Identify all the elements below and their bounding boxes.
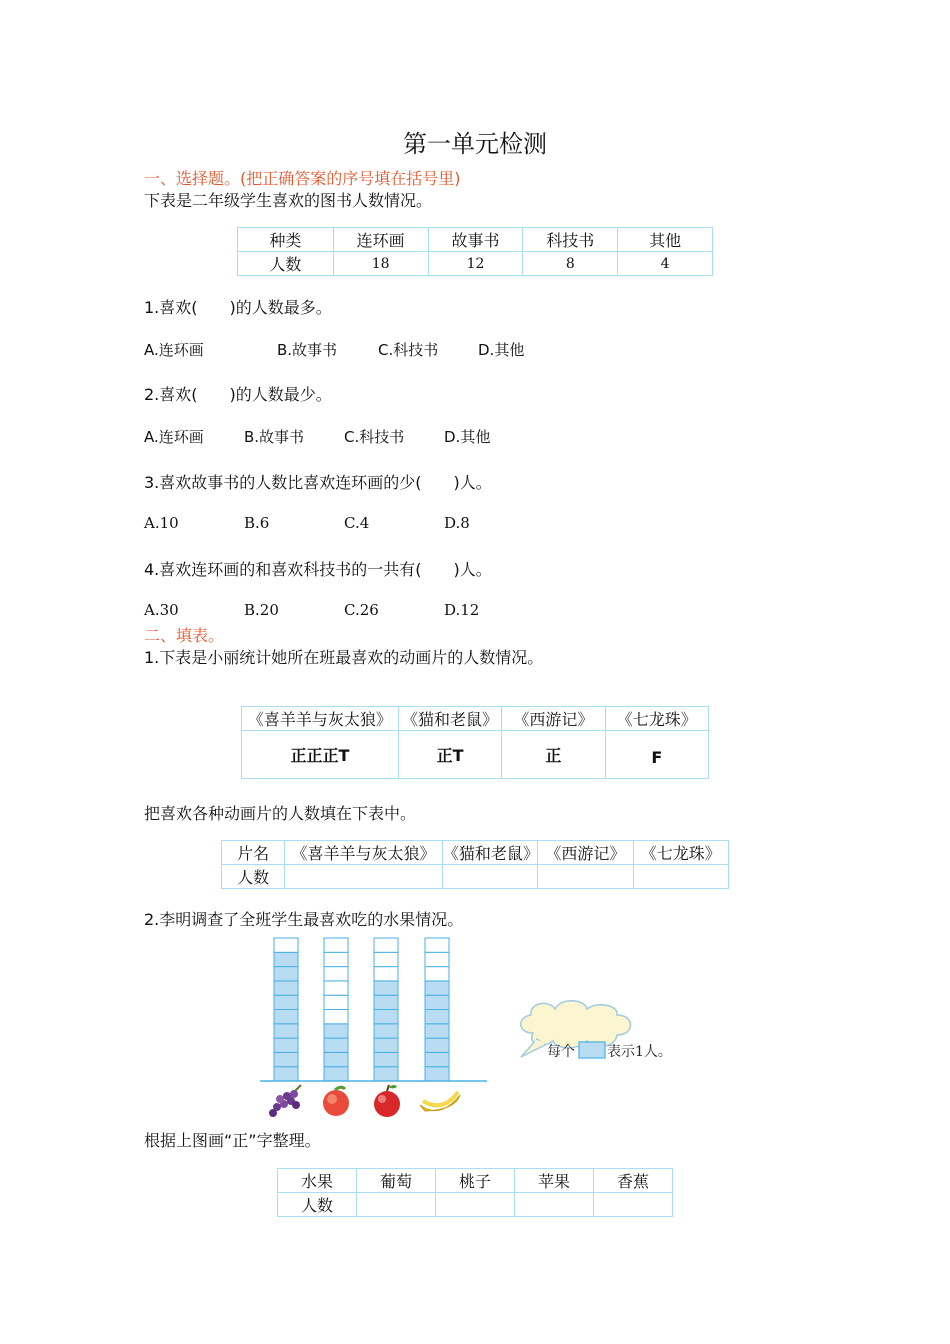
bar-cell-apple-5 [374,1010,398,1024]
bar-cell-banana-9 [425,952,449,966]
bar-cell-grape-7 [274,981,298,995]
book-table [237,227,713,276]
bar-cell-grape-10 [274,938,298,952]
bar-cell-banana-2 [425,1052,449,1066]
bar-cell-grape-9 [274,952,298,966]
question-2: 2.喜欢( )的人数最少。 [144,385,332,404]
peach-icon [323,1087,349,1116]
fruit-fill-table [277,1168,673,1217]
bar-cell-grape-2 [274,1052,298,1066]
fruit-fill-blank-2[interactable] [436,1193,515,1217]
bar-cell-banana-6 [425,995,449,1009]
bar-cell-apple-2 [374,1052,398,1066]
legend-unit-cell [579,1042,605,1058]
q2-option-c[interactable]: C.科技书 [344,428,405,446]
book-header-3: 科技书 [523,228,618,252]
bar-cell-banana-8 [425,967,449,981]
section2-q1-stem: 1.下表是小丽统计她所在班最喜欢的动画片的人数情况。 [144,648,544,667]
tally-header-3: 《七龙珠》 [605,707,708,731]
section2-q2-instruction: 根据上图画“正”字整理。 [144,1131,321,1150]
bar-cell-apple-8 [374,967,398,981]
q1-option-b[interactable]: B.故事书 [277,341,338,359]
cartoon-fill-header-3: 《西游记》 [538,841,633,865]
cartoon-fill-header-4: 《七龙珠》 [633,841,728,865]
q3-option-b[interactable]: B.6 [244,514,270,532]
question-1: 1.喜欢( )的人数最多。 [144,298,332,317]
book-cell-4: 4 [618,252,713,276]
bar-cell-banana-5 [425,1010,449,1024]
book-row-label: 人数 [238,252,334,276]
bar-cell-banana-3 [425,1038,449,1052]
bar-cell-peach-3 [324,1038,348,1052]
bar-cell-peach-2 [324,1052,348,1066]
fruit-fill-blank-1[interactable] [357,1193,436,1217]
page-title: 第一单元检测 [403,130,547,158]
fruit-pictograph [255,935,695,1120]
book-header-4: 其他 [618,228,713,252]
book-header-0: 种类 [238,228,334,252]
bar-cell-apple-3 [374,1038,398,1052]
q4-option-a[interactable]: A.30 [144,601,179,619]
book-header-1: 连环画 [333,228,428,252]
bar-cell-grape-5 [274,1010,298,1024]
section2-q2-stem: 2.李明调查了全班学生最喜欢吃的水果情况。 [144,910,464,929]
q1-option-c[interactable]: C.科技书 [378,341,439,359]
q1-option-d[interactable]: D.其他 [478,341,525,359]
bar-cell-peach-4 [324,1024,348,1038]
cartoon-fill-blank-2[interactable] [442,865,537,889]
book-header-2: 故事书 [428,228,523,252]
question-4: 4.喜欢连环画的和喜欢科技书的一共有( )人。 [144,560,492,579]
bar-cell-grape-4 [274,1024,298,1038]
legend-cloud [521,1001,672,1060]
bar-cell-peach-9 [324,952,348,966]
bar-cell-apple-10 [374,938,398,952]
tally-mark-0: 正正正T [242,731,399,779]
q3-option-d[interactable]: D.8 [444,514,470,532]
fruit-fill-header-0: 水果 [278,1169,357,1193]
q2-option-b[interactable]: B.故事书 [244,428,305,446]
question-3: 3.喜欢故事书的人数比喜欢连环画的少( )人。 [144,473,492,492]
fruit-fill-header-3: 苹果 [515,1169,594,1193]
book-cell-3: 8 [523,252,618,276]
tally-header-0: 《喜羊羊与灰太狼》 [242,707,399,731]
legend-suffix: 表示1人。 [607,1044,672,1060]
tally-mark-1: 正T [398,731,501,779]
bar-cell-grape-8 [274,967,298,981]
cartoon-fill-blank-1[interactable] [285,865,443,889]
bar-cell-peach-8 [324,967,348,981]
bar-cell-peach-5 [324,1010,348,1024]
cartoon-fill-header-2: 《猫和老鼠》 [442,841,537,865]
q3-option-a[interactable]: A.10 [144,514,179,532]
q3-option-c[interactable]: C.4 [344,514,370,532]
cartoon-fill-table [221,840,729,889]
bar-cell-apple-4 [374,1024,398,1038]
section2-q1-instruction: 把喜欢各种动画片的人数填在下表中。 [144,804,417,823]
bar-cell-grape-6 [274,995,298,1009]
tally-mark-3: F [605,731,708,779]
fruit-fill-blank-3[interactable] [515,1193,594,1217]
tally-header-2: 《西游记》 [502,707,605,731]
q4-option-d[interactable]: D.12 [444,601,480,619]
bar-cell-grape-3 [274,1038,298,1052]
bar-cell-peach-7 [324,981,348,995]
cartoon-fill-header-1: 《喜羊羊与灰太狼》 [285,841,443,865]
fruit-fill-blank-4[interactable] [594,1193,673,1217]
apple-icon [374,1085,400,1117]
grape-icon [269,1085,301,1117]
q4-option-b[interactable]: B.20 [244,601,279,619]
section2-heading: 二、填表。 [144,626,225,645]
book-cell-2: 12 [428,252,523,276]
tally-table [241,706,709,779]
bar-cell-banana-7 [425,981,449,995]
book-cell-1: 18 [333,252,428,276]
bar-cell-apple-7 [374,981,398,995]
bar-cell-banana-10 [425,938,449,952]
legend-prefix: 每个 [547,1044,575,1060]
fruit-fill-header-4: 香蕉 [594,1169,673,1193]
fruit-fill-header-1: 葡萄 [357,1169,436,1193]
section1-intro: 下表是二年级学生喜欢的图书人数情况。 [144,191,433,210]
cartoon-fill-row-label: 人数 [222,865,285,889]
section1-heading: 一、选择题。(把正确答案的序号填在括号里) [144,169,461,188]
q2-option-d[interactable]: D.其他 [444,428,491,446]
bar-cell-banana-4 [425,1024,449,1038]
tally-header-1: 《猫和老鼠》 [398,707,501,731]
tally-mark-2: 正 [502,731,605,779]
bar-cell-apple-9 [374,952,398,966]
bar-cell-peach-10 [324,938,348,952]
bar-cell-banana-1 [425,1067,449,1081]
q4-option-c[interactable]: C.26 [344,601,379,619]
q1-option-a[interactable]: A.连环画 [144,341,204,359]
bar-cell-peach-6 [324,995,348,1009]
banana-icon [420,1092,460,1111]
bar-cell-apple-6 [374,995,398,1009]
fruit-fill-header-2: 桃子 [436,1169,515,1193]
bar-cell-apple-1 [374,1067,398,1081]
cartoon-fill-header-0: 片名 [222,841,285,865]
bar-cell-grape-1 [274,1067,298,1081]
fruit-fill-row-label: 人数 [278,1193,357,1217]
cartoon-fill-blank-4[interactable] [633,865,728,889]
q2-option-a[interactable]: A.连环画 [144,428,204,446]
bar-cell-peach-1 [324,1067,348,1081]
cartoon-fill-blank-3[interactable] [538,865,633,889]
